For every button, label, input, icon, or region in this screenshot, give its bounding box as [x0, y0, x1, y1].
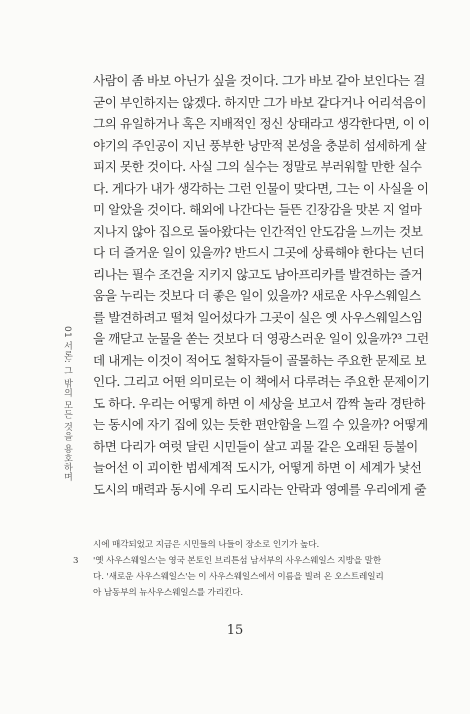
footnote-number: 3 [73, 556, 79, 566]
footnote-line: 다. '새로운 사우스웨일스'는 이 사우스웨일스에서 이름을 빌려 온 오스트레일리 [93, 572, 384, 582]
body-line: 데 내게는 이것이 적어도 철학자들이 골몰하는 주요한 문제로 보 [93, 352, 427, 368]
body-line: 다 더 즐거운 일이 있을까? 반드시 그곳에 상륙해야 한다는 넌더 [93, 245, 425, 260]
running-header: 01 서론: 그 밖의 모든 것을 용호하며 [62, 326, 72, 482]
body-line: 도시의 매력과 동시에 우리 도시라는 안락과 영예를 우리에게 줄 [93, 481, 427, 497]
body-line: 미 알았을 것이다. 해외에 나간다는 들뜬 긴장감을 맛본 지 얼마 [93, 202, 422, 217]
body-line: 피지 못한 것이다. 사실 그의 실수는 정말로 부러워할 만한 실수 [93, 159, 422, 174]
footnotes [73, 537, 423, 601]
body-line: 하면 다리가 여럿 달린 시민들이 살고 괴물 같은 오래된 등불이 [93, 438, 418, 454]
body-line: 다. 게다가 내가 생각하는 그런 인물이 맞다면, 그는 이 사실을 이 [93, 180, 429, 196]
body-line: 사람이 좀 바보 아닌가 싶을 것이다. 그가 바보 같아 보인다는 걸 [93, 73, 425, 88]
body-line: 를 발견하려고 떨쳐 일어섰다가 그곳이 실은 옛 사우스웨일스임 [93, 309, 423, 325]
body-line: 도 하다. 우리는 어떻게 하면 이 세상을 보고서 깜짝 놀라 경탄하 [93, 395, 425, 411]
body-line: 굳이 부인하지는 않겠다. 하지만 그가 바보 같다거나 어리석음이 [93, 94, 427, 110]
footnote-line: '옛 사우스웨일스'는 영국 본토인 브리튼섬 남서부의 사우스웨일스 지방을 말한 [93, 556, 382, 566]
body-line: 그의 유일하거나 혹은 지배적인 정신 상태라고 생각한다면, 이 이 [93, 116, 430, 131]
page-number: 15 [226, 623, 244, 638]
body-line: 늘어선 이 괴이한 범세계적 도시가, 어떻게 하면 이 세계가 낯선 [93, 460, 422, 475]
footnote-3 [73, 553, 423, 601]
footnote-line: 아 남동부의 뉴사우스웨일스를 가리킨다. [93, 588, 243, 598]
body-line: 을 깨닫고 눈물을 쏟는 것보다 더 영광스러운 일이 있을까?³ 그런 [93, 331, 429, 346]
body-text [93, 70, 430, 500]
body-line: 움을 누리는 것보다 더 좋은 일이 있을까? 새로운 사우스웨일스 [93, 288, 421, 303]
body-line: 는 동시에 자기 집에 있는 듯한 편안함을 느낄 수 있을까? 어떻게 [93, 417, 428, 432]
body-line: 인다. 그리고 어떤 의미로는 이 책에서 다루려는 주요한 문제이기 [93, 374, 430, 389]
footnote-continuation: 시에 매각되었고 지금은 시민들의 나들이 장소로 인기가 높다. [93, 540, 320, 550]
body-line: 야기의 주인공이 지닌 풍부한 낭만적 본성을 충분히 섬세하게 살 [93, 137, 427, 153]
body-line: 지나지 않아 집으로 돌아왔다는 인간적인 안도감을 느끼는 것보 [93, 223, 423, 239]
body-line: 리나는 필수 조건을 지키지 않고도 남아프리카를 발견하는 즐거 [93, 266, 423, 282]
